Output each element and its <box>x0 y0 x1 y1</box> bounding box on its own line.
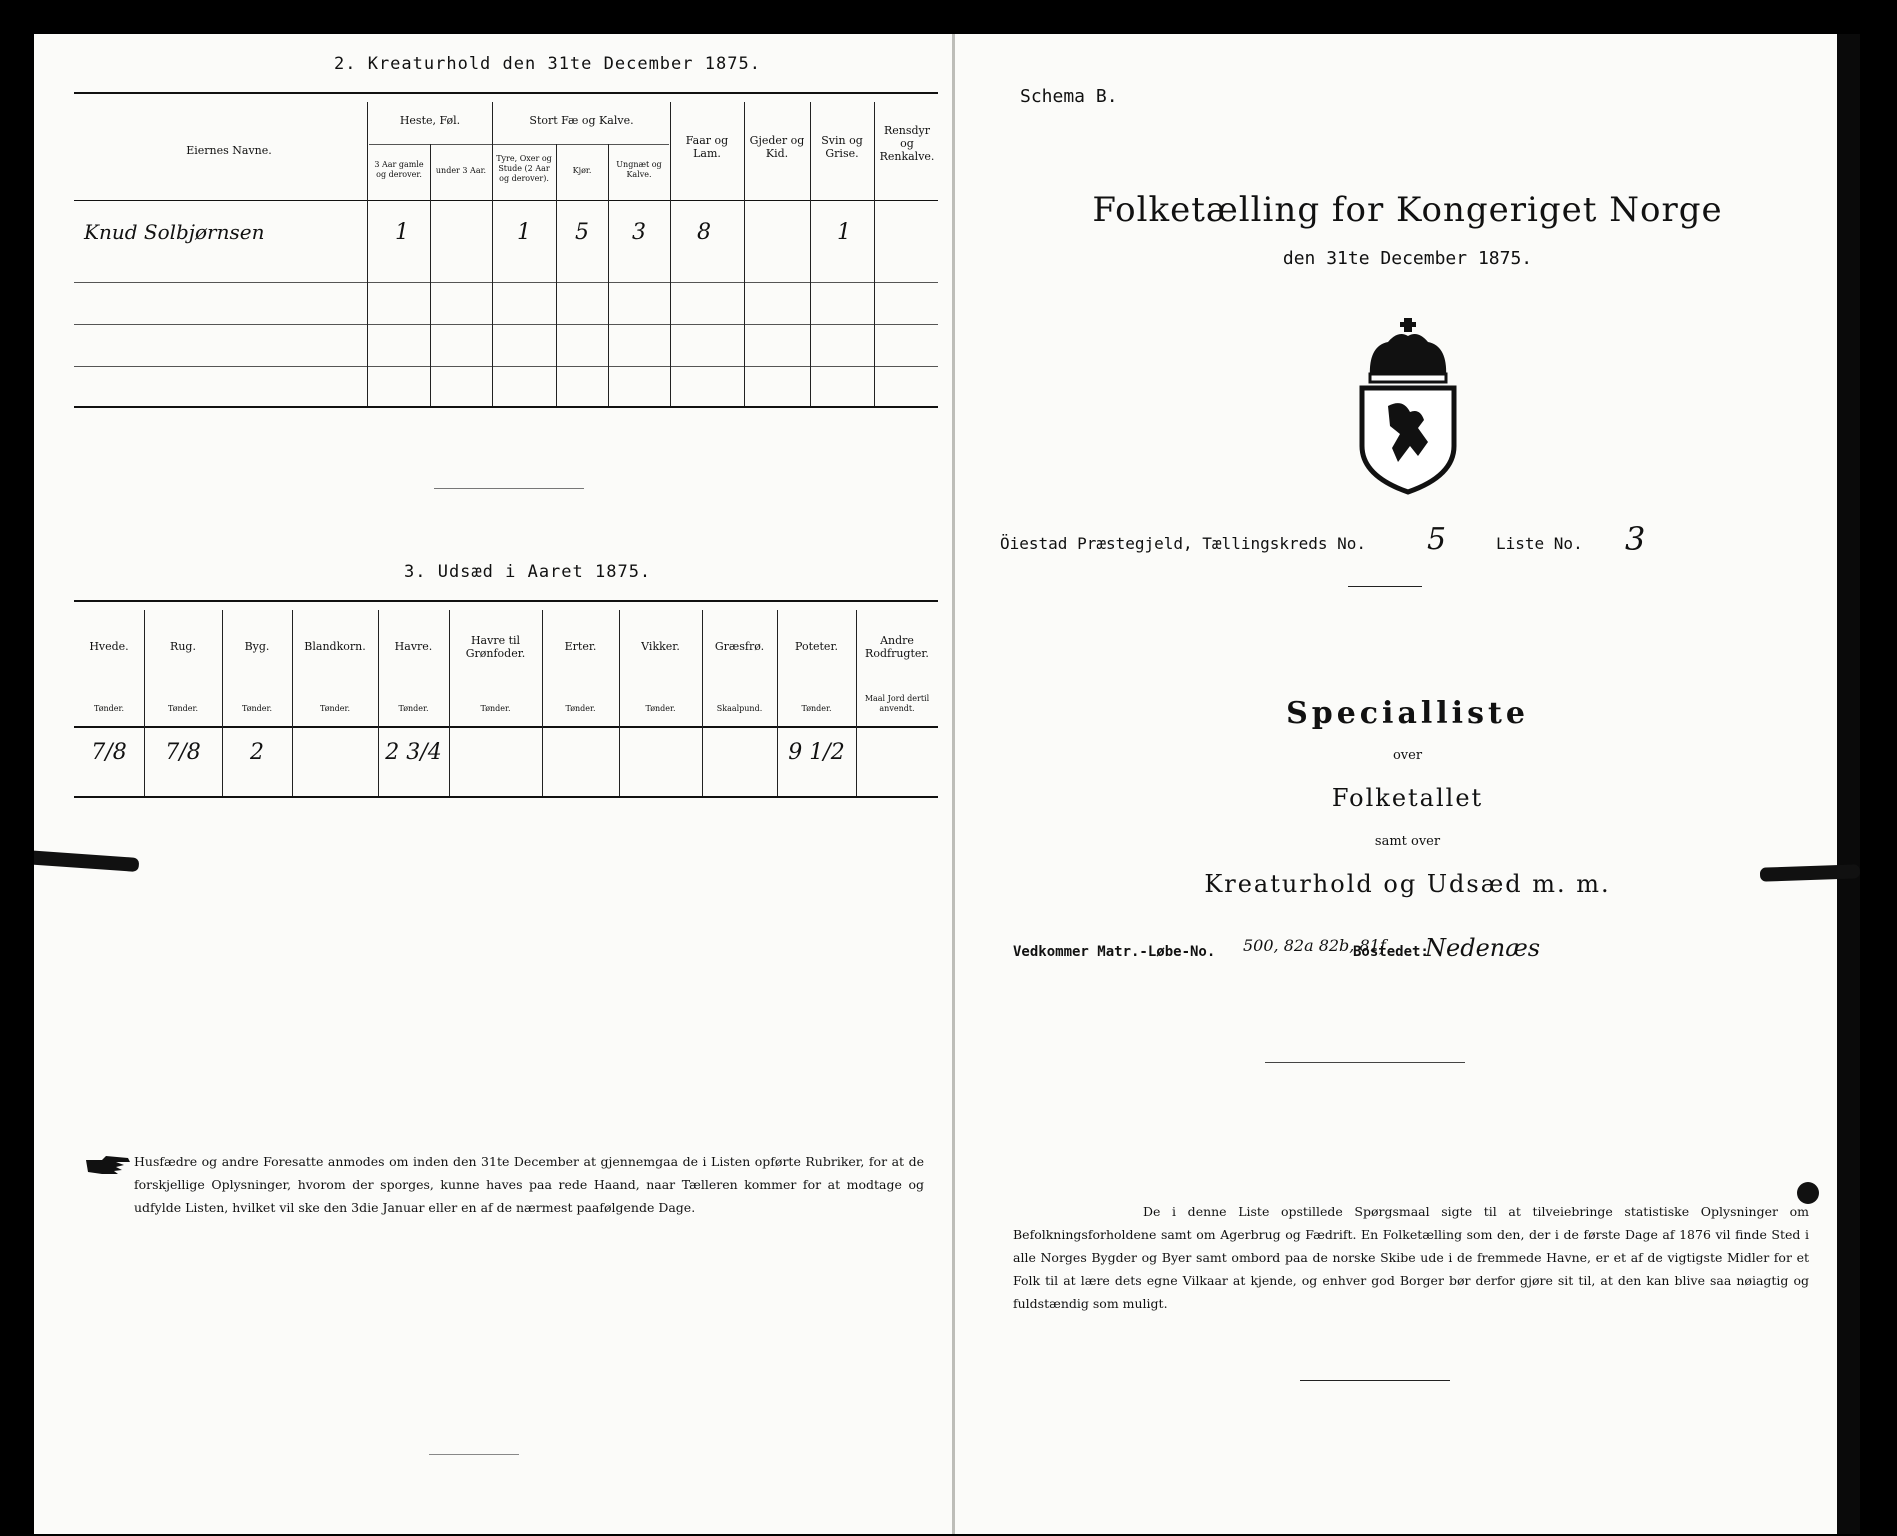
reindeer-header: Rensdyr og Renkalve. <box>879 124 935 163</box>
col-divider <box>492 102 493 406</box>
sowing-col-name: Byg. <box>244 640 270 653</box>
sowing-value: 7/8 <box>91 740 127 765</box>
table-header-rule <box>74 200 938 201</box>
sowing-value: 9 1/2 <box>788 740 845 765</box>
folketallet-text: Folketallet <box>1331 784 1484 812</box>
sowing-col-name: Hvede. <box>89 640 129 653</box>
sowing-col-unit: Tønder. <box>398 704 429 713</box>
sowing-col-divider <box>702 610 703 796</box>
separator <box>434 488 584 489</box>
sheep-header: Faar og Lam. <box>685 134 729 160</box>
pigs-value: 1 <box>837 220 851 245</box>
horse-old-value: 1 <box>395 220 409 245</box>
page-edge <box>1837 34 1860 1534</box>
separator <box>1300 1380 1450 1381</box>
sowing-col-divider <box>777 610 778 796</box>
schema-label: Schema B. <box>1020 86 1118 107</box>
punch-hole <box>1797 1182 1819 1204</box>
sowing-col-divider <box>619 610 620 796</box>
matr-values: 500, 82a 82b, 81f <box>1243 936 1386 955</box>
col-divider <box>670 102 671 406</box>
sowing-col-name: Havre til Grønfoder. <box>465 634 526 660</box>
young-value: 3 <box>632 220 646 245</box>
sheep-value: 8 <box>697 220 711 245</box>
sowing-col-name: Andre Rodfrugter. <box>865 634 929 660</box>
sowing-col-name: Blandkorn. <box>304 640 366 653</box>
binder-clip <box>34 850 139 872</box>
row-line <box>74 366 938 367</box>
bostedet-value: Nedenæs <box>1425 934 1541 962</box>
matr-label: Vedkommer Matr.-Løbe-No. <box>1013 944 1216 960</box>
sowing-col-divider <box>222 610 223 796</box>
table-bottom-rule <box>74 406 938 408</box>
sowing-value: 2 <box>250 740 264 765</box>
sowing-col-divider <box>449 610 450 796</box>
col-divider <box>810 102 811 406</box>
col-divider <box>556 144 557 406</box>
goats-header: Gjeder og Kid. <box>749 134 805 160</box>
bulls-value: 1 <box>517 220 531 245</box>
sowing-col-divider <box>542 610 543 796</box>
sowing-value: 2 3/4 <box>385 740 442 765</box>
over-text: over <box>1392 748 1423 763</box>
list-label: Liste No. <box>1496 534 1583 553</box>
horse-young-subheader: under 3 Aar. <box>435 166 487 175</box>
sowing-col-divider <box>144 610 145 796</box>
bottom-paragraph: De i denne Liste opstillede Spørgsmaal sigte til at tilveiebringe statistiske Oplysninger om Befolkningsforholdene samt om Agerbrug og Fædrift. En Folketælling som den, der i de første Dage af 1876 vil finde Sted i alle Norges Bygder og Byer samt ombord paa de norske Skibe ude i de fremmede Havne, er et af de vigtigste Midler for et Folk til at lære dets egne Vilkaar at kjende, og enhver god Borger bør derfor gjøre sit til, at den kan blive saa nøiagtig og fuldstændig som muligt. <box>1013 1204 1809 1311</box>
col-divider <box>874 102 875 406</box>
sowing-bottom-rule <box>74 796 938 798</box>
group-subrule <box>369 144 669 145</box>
owner-name: Knud Solbjørnsen <box>84 220 265 244</box>
horse-old-subheader: 3 Aar gamle og derover. <box>374 160 424 179</box>
row-line <box>74 282 938 283</box>
separator <box>429 1454 519 1455</box>
bostedet-label: Bostedet: <box>1353 944 1429 960</box>
horses-header: Heste, Føl. <box>399 114 461 127</box>
main-title: Folketælling for Kongeriget Norge <box>1092 190 1723 230</box>
sowing-col-divider <box>292 610 293 796</box>
col-divider <box>744 102 745 406</box>
notice-text: Husfædre og andre Foresatte anmodes om inden den 31te December at gjennemgaa de i Listen opførte Rubriker, for at de forskjellige Oplysninger, hvorom der sporges, kunne haves paa rede Haand, naar Tælleren kommer for at modtage og udfylde Listen, hvilket vil ske den 3die Januar eller en af de nærmest paafølgende Dage. <box>134 1154 924 1215</box>
list-number: 3 <box>1625 520 1646 558</box>
sowing-col-unit: Tønder. <box>241 704 273 713</box>
coat-of-arms-icon <box>1348 316 1468 496</box>
pigs-header: Svin og Grise. <box>821 134 863 160</box>
sowing-col-divider <box>378 610 379 796</box>
sowing-col-unit: Tønder. <box>565 704 596 713</box>
district-number: 5 <box>1427 522 1447 557</box>
col-divider <box>430 144 431 406</box>
sowing-col-unit: Skaalpund. <box>716 704 763 713</box>
left-page <box>34 34 955 1534</box>
right-page <box>955 34 1860 1534</box>
owner-header: Eiernes Navne. <box>186 144 272 157</box>
pointing-hand-icon <box>84 1152 132 1178</box>
cattle-header: Stort Fæ og Kalve. <box>529 114 634 127</box>
cows-subheader: Kjør. <box>572 166 592 175</box>
parish-label: Öiestad Præstegjeld, Tællingskreds No. <box>1000 534 1367 553</box>
livestock-title: 2. Kreaturhold den 31te December 1875. <box>334 54 761 74</box>
sowing-col-unit: Tønder. <box>480 704 511 713</box>
table-top-rule <box>74 92 938 94</box>
col-divider <box>608 144 609 406</box>
sowing-col-unit: Tønder. <box>801 704 832 713</box>
sowing-col-unit: Tønder. <box>167 704 199 713</box>
cows-value: 5 <box>575 220 589 245</box>
samt-over-text: samt over <box>1374 834 1441 849</box>
sowing-title: 3. Udsæd i Aaret 1875. <box>404 562 652 582</box>
sowing-col-name: Græsfrø. <box>714 640 765 653</box>
sowing-value: 7/8 <box>165 740 201 765</box>
separator <box>1348 586 1422 587</box>
sowing-header-rule <box>74 726 938 728</box>
row-line <box>74 324 938 325</box>
bulls-subheader: Tyre, Oxer og Stude (2 Aar og derover). <box>496 154 552 183</box>
sowing-col-unit: Tønder. <box>645 704 676 713</box>
separator <box>1265 1062 1465 1063</box>
sowing-col-name: Rug. <box>170 640 196 653</box>
sowing-col-name: Poteter. <box>795 640 838 653</box>
col-divider <box>367 102 368 406</box>
young-subheader: Ungnæt og Kalve. <box>616 160 662 179</box>
sowing-col-unit: Tønder. <box>319 704 351 713</box>
sowing-col-name: Vikker. <box>641 640 680 653</box>
sowing-col-divider <box>856 610 857 796</box>
sowing-col-unit: Tønder. <box>93 704 125 713</box>
date-line: den 31te December 1875. <box>1282 248 1533 269</box>
sowing-top-rule <box>74 600 938 602</box>
special-list-title: Specialliste <box>1286 696 1529 731</box>
sowing-col-name: Erter. <box>564 640 597 653</box>
sowing-col-name: Havre. <box>394 640 433 653</box>
kreaturhold-text: Kreaturhold og Udsæd m. m. <box>1204 870 1611 898</box>
sowing-col-unit: Maal Jord dertil anvendt. <box>864 694 930 713</box>
